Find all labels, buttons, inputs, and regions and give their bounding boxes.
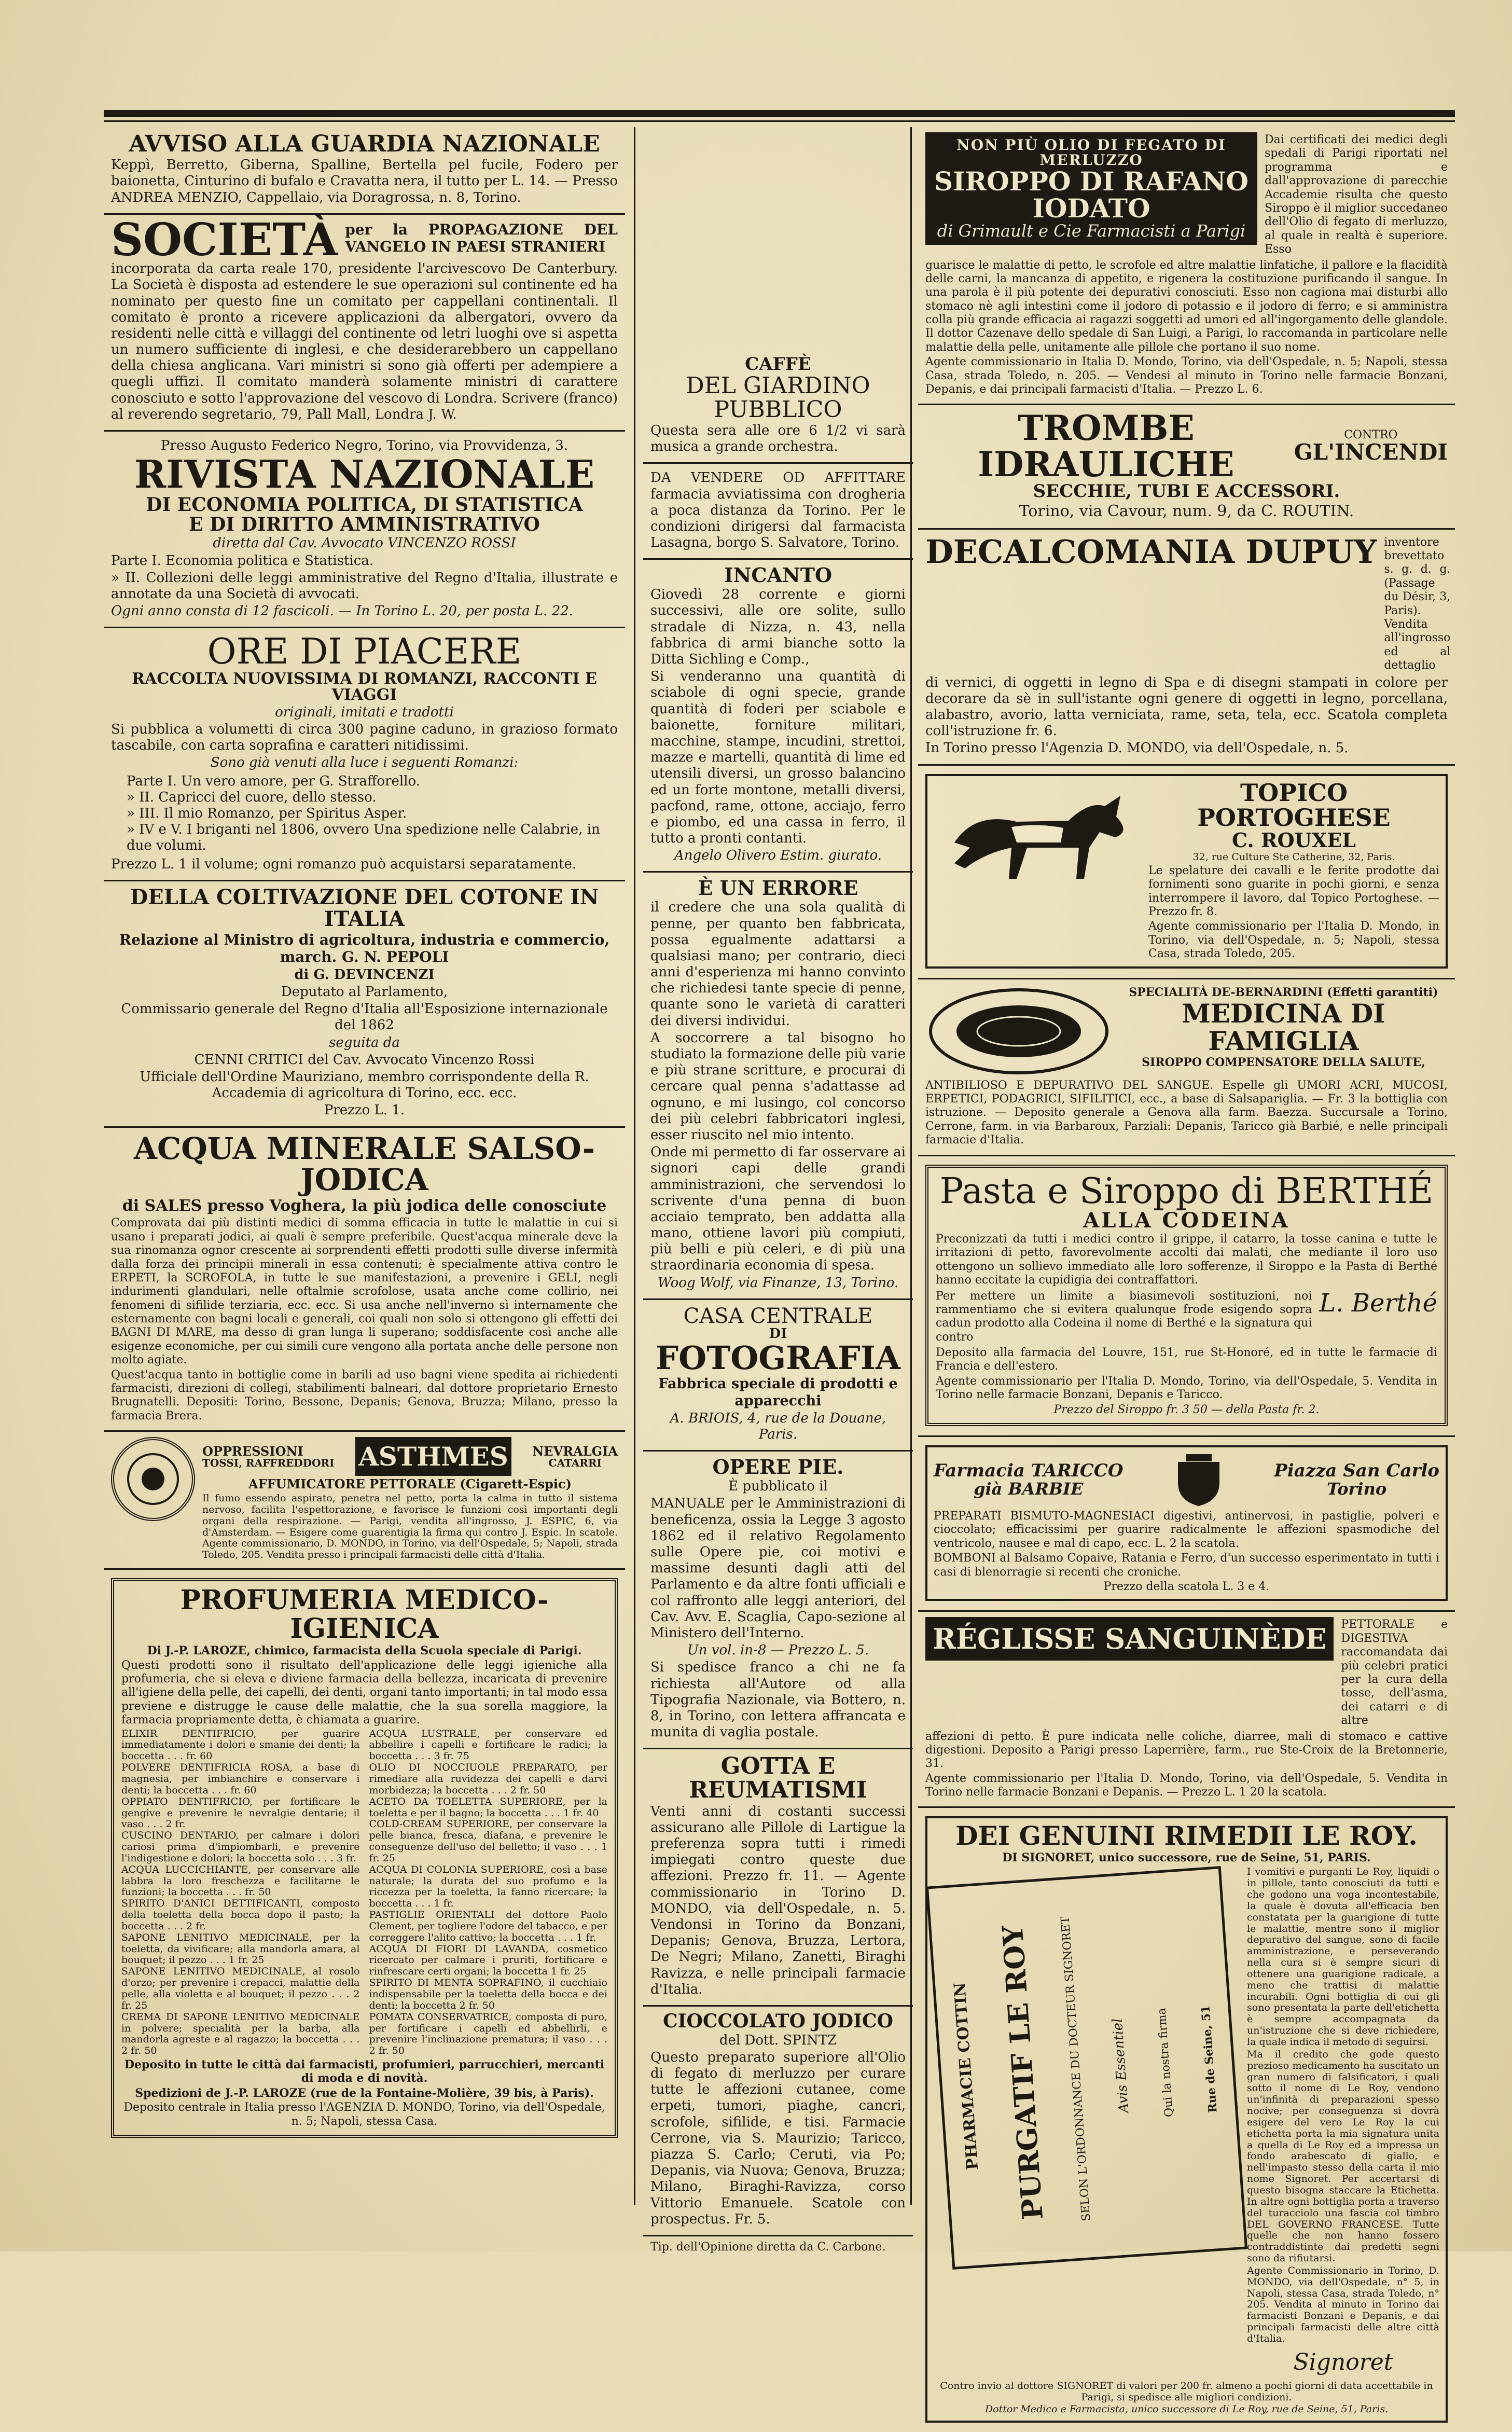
- product-item: OLIO DI NOCCIUOLE PREPARATO, per rimediare alla ruvidezza dei capelli e darvi morbidezza; la boccetta . . . 2 fr. 50: [369, 1762, 607, 1796]
- medicina-spec: SPECIALITÀ DE-BERNARDINI (Effetti garantiti): [1129, 985, 1438, 999]
- reglisse-side: PETTORALE e DIGESTIVA raccomandata dai più celebri pratici per la cura della tosse, dell'asma, dei catarri e di altre: [1341, 1618, 1448, 1728]
- column-middle: [643, 127, 913, 2254]
- leroy-bottom: Contro invio al dottore SIGNORET di valori per 200 fr. almeno a pochi giorni di data accettabile in Parigi, si spedisce alle migliori condizioni.: [940, 2380, 1433, 2403]
- opere-t1: È pubblicato il: [728, 1478, 828, 1495]
- ore-list: [127, 773, 618, 854]
- ore-item: » III. Il mio Romanzo, per Spiritus Asper.: [127, 805, 407, 821]
- ad-opere-pie: [643, 1452, 913, 1749]
- product-item: POMATA CONSERVATRICE, composta di puro, per fortificare i capelli ed abbellirli, e prevenire l'inclinazione prematura; il vaso . . . 2 fr. 50: [369, 2011, 607, 2057]
- ad-siroppo-rafano: [918, 127, 1455, 405]
- cotone-l4: CENNI CRITICI del Cav. Avvocato Vincenzo Rossi: [194, 1052, 535, 1068]
- ad-medicina: [918, 979, 1455, 1156]
- ad-le-roy: [918, 1808, 1455, 2432]
- seal-icon: [124, 1450, 182, 1508]
- product-item: CREMA DI SAPONE LENITIVO MEDICINALE in polvere; specialità per la barba, alla mandorla agreste e al ragazzo; la boccetta . . . 2 fr. 50: [121, 2011, 360, 2057]
- fotografia-t2: DI: [769, 1325, 787, 1342]
- societa-text: incorporata da carta reale 170, presidente l'arcivescovo De Canterbury. La Società è disposta ad estendere le sue operazioni sul continente ed ha nominato per questo fine un comitato per cappellani continentali. Il comitato è pronto a ricevere applicazioni da albergatori, ovvero da residenti nelle città e villaggi del continente od letri luoghi ove si aspetta un numero sufficiente di inglesi, e che desiderarebbero un cappellano della chiesa anglicana. Vari ministri si sono già offerti per adempiere a quegli uffizi. Il comitato manderà solamente ministri di carattere conosciuto e sotto l'approvazione del vescovo di Londra. Scrivere (franco) al reverendo segretario, 79, Pall Mall, Londra J. W.: [111, 261, 618, 422]
- taricco-box: [925, 1445, 1448, 1601]
- rivista-pre: Presso Augusto Federico Negro, Torino, via Provvidenza, 3.: [160, 438, 568, 454]
- topico-text: Le spelature dei cavalli e le ferite prodotte dai fornimenti sono guarite in pochi giorni, e senza interrompere il lavoro, dal Topico Portoghese. — Prezzo fr. 8.: [1148, 864, 1439, 919]
- ad-acqua-minerale: [104, 1128, 625, 1432]
- asthmes-right2: CATARRI: [548, 1456, 602, 1469]
- cotone-price: Prezzo L. 1.: [324, 1102, 405, 1118]
- profumeria-products: [121, 1729, 607, 2057]
- acqua-text2: Quest'acqua tanto in bottiglie come in barili ad uso bagni viene spedita ai richiedenti farmacisti, direzioni di collegi, stabilimenti balneari, dal dottore proprietario Ernesto Brugnatelli. Depositi: Torino, Bessone, Depanis; Genova, Bruzza; Milano, presso la farmacia Brera.: [111, 1368, 618, 1422]
- cotone-l5: Ufficiale dell'Ordine Mauriziano, membro corrispondente della R. Accademia di agricoltura di Torino, ecc. ecc.: [140, 1069, 589, 1101]
- profumeria-text: Questi prodotti sono il risultato dell'applicazione delle leggi igieniche alla profumeria, che si eleva e diviene farmacia della bellezza, incaricata di prevenire all'igiene della pelle, dei capelli, dei denti, organi tanto importanti; in tal modo essa previene e distrugge le cause delle malattie, che la sua sorella maggiore, la farmacia propriamente detta, è chiamata a guarire.: [121, 1659, 607, 1727]
- trombe-sub: SECCHIE, TUBI E ACCESSORI.: [1033, 481, 1340, 502]
- taricco-text2: BOMBONI al Balsamo Copaive, Ratania e Ferro, d'un successo esperimentato in tutti i casi di blenorragie si recenti che croniche.: [934, 1552, 1439, 1579]
- topico-title: TOPICO PORTOGHESE: [1197, 778, 1391, 832]
- berthe-sub: ALLA CODEINA: [1083, 1208, 1290, 1233]
- trombe-contro: CONTRO: [1344, 429, 1398, 442]
- ad-trombe: [918, 405, 1455, 529]
- gotta-title: GOTTA E REUMATISMI: [689, 1753, 867, 1804]
- taricco-right1: Piazza San Carlo: [1274, 1460, 1439, 1482]
- siroppo-banner: [925, 132, 1257, 245]
- taricco-left2: già BARBIE: [974, 1479, 1084, 1499]
- label-avis: Avis Essentiel: [1109, 2018, 1132, 2113]
- product-item: ELIXIR DENTIFRICIO, per guarire immediatamente i dolori e smanie dei denti; la boccetta . . . fr. 60: [121, 1728, 360, 1762]
- coat-of-arms-icon: [1168, 1452, 1230, 1509]
- medicina-text: ANTIBILIOSO E DEPURATIVO DEL SANGUE. Espelle gli UMORI ACRI, MUCOSI, ERPETICI, PODAGRICI, SIFILITICI, ecc., a base di Salsapariglia. — Fr. 3 la bottiglia con istruzione. — Deposito generale a Genova alla farm. Baezza. Succursale a Torino, Cerrone, farm. in via Barbaroux, Parziali: Depanis, Taricco già Barbié, e nelle principali farmacie d'Italia.: [925, 1079, 1448, 1147]
- asthmes-right1: NEVRALGIA: [532, 1443, 618, 1459]
- medicina-sub: SIROPPO COMPENSATORE DELLA SALUTE,: [1142, 1056, 1425, 1069]
- leroy-box: [925, 1816, 1448, 2423]
- rivista-sub1: DI ECONOMIA POLITICA, DI STATISTICA: [146, 493, 583, 516]
- product-item: OPPIATO DENTIFRICIO, per fortificare le gengive e prevenire le nevralgie dentarie; il vaso . . . 2 fr.: [121, 1795, 360, 1830]
- ore-venuti: Sono già venuti alla luce i seguenti Romanzi:: [210, 755, 519, 771]
- bottle-label-icon: [925, 985, 1112, 1078]
- asthmes-left1: OPPRESSIONI: [202, 1443, 303, 1459]
- label-firm: Qui la nostra firma: [1155, 2007, 1176, 2118]
- trombe-addr: Torino, via Cavour, num. 9, da C. ROUTIN.: [1019, 502, 1354, 520]
- opere-text: MANUALE per le Amministrazioni di beneficenza, ossia la Legge 3 agosto 1862 ed il relativo Regolamento sulle Opere pie, coi motivi e massime desunti dagli atti del Parlamento e da altre fonti ufficiali e col raffronto alle leggi anteriori, del Cav. Avv. E. Scaglia, Capo-sezione al Ministero dell'Interno.: [650, 1496, 906, 1641]
- top-rule-thin: [104, 120, 1455, 122]
- incanto-text2: Si venderanno una quantità di sciabole di ogni specie, grande quantità di foderi per sciabole e baionette, forniture militari, macchine, stampe, incudini, strettoi, mazze e martelli, quantità di lime ed utensili diversi, un grosso balancino ed un forte montone, metalli diversi, pacfond, rame, ottone, acciajo, ferro e piombo, ed una cassa in ferro, il tutto a pronti contanti.: [650, 669, 906, 847]
- ore-item: » IV e V. I briganti nel 1806, ovvero Una spedizione nelle Calabrie, in due volumi.: [127, 822, 600, 854]
- rivista-sub2: E DI DIRITTO AMMINISTRATIVO: [189, 513, 540, 535]
- horse-icon: [934, 780, 1141, 884]
- taricco-text: PREPARATI BISMUTO-MAGNESIACI digestivi, antinervosi, in pastiglie, polveri e cioccolato; efficacissimi per guarire radicalmente le affezioni spasmodiche del ventricolo, nausee e mal di capo, ecc. L. 2 la scatola.: [934, 1510, 1439, 1550]
- leroy-title: DEI GENUINI RIMEDII LE ROY.: [955, 1820, 1418, 1851]
- medicina-title: MEDICINA DI FAMIGLIA: [1182, 998, 1385, 1056]
- product-item: CUSCINO DENTARIO, per calmare i dolori cariosi prima d'impiombarli, e prevenire l'indigestione e dolori; la boccetta solo . . . 3 fr.: [121, 1830, 360, 1864]
- topico-addr: 32, rue Culture Ste Catherine, 32, Paris.: [1192, 851, 1395, 863]
- caffe-text: Questa sera alle ore 6 1/2 vi sarà musica a grande orchestra.: [650, 423, 906, 455]
- label-sub: SELON L'ORDONNANCE DU DOCTEUR SIGNORET: [1059, 1916, 1093, 2222]
- decal-text: di vernici, di oggetti in legno di Spa e di disegni stampati in colore per decorare da sè in sull'istante ogni genere di oggetti in legno, porcellana, alabastro, avorio, latta verniciata, rame, seta, tela, ecc. Scatola completa coll'istruzione fr. 6.: [925, 674, 1448, 739]
- profumeria-spedizioni: Spedizioni de J.-P. LAROZE (rue de la Fontaine-Molière, 39 bis, à Paris).: [135, 2086, 594, 2100]
- ad-reglisse: [918, 1612, 1455, 1808]
- cotone-l1: Deputato al Parlamento,: [281, 984, 448, 1000]
- berthe-signature: L. Berthé: [1319, 1288, 1437, 1318]
- acqua-sub: di SALES presso Voghera, la più jodica delle conosciute: [122, 1197, 607, 1215]
- profumeria-deposit: Deposito in tutte le città dai farmacisti, profumieri, parrucchieri, mercanti di moda e di novità.: [124, 2058, 605, 2085]
- ad-cioccolato: [643, 2007, 913, 2236]
- reglisse-title: RÉGLISSE SANGUINÈDE: [925, 1617, 1334, 1661]
- ore-text: Si pubblica a volumetti di circa 300 pagine caduno, in grazioso formato tascabile, con carta soprafina e caratteri nitidissimi.: [111, 722, 618, 754]
- reglisse-agent: Agente commissionario per l'Italia D. Mondo, Torino, via dell'Ospedale, 5. Vendita in Torino nelle farmacie Bonzani e Depanis. — Prezzo L. 1 20 la scatola.: [925, 1772, 1448, 1799]
- leroy-text2: Ma il credito che gode questo prezioso medicamento ha suscitato un gran numero di falsificatori, i quali sotto il nome di Le Roy, vendono un'infinità di preparazioni spesso nocive; per conseguenza si dovrà esigere del vero Le Roy la cui etichetta porta la mia signatura unita a quella di Le Roy ed a impressa un fondo arabescato di giallo, e nell'impasto stesso della carta il mio nome Signoret. Per accertarsi di questo bisogna staccare la Etichetta. In altre ogni bottiglia porta a traverso del turacciolo una fascia col timbro DEL GOVERNO FRANCESE. Tutte quelle che non hanno fossero contraddistinte dai predetti segni sono da rifiutarsi.: [1247, 2048, 1439, 2264]
- product-item: SPIRITO DI MENTA SOPRAFINO, il cucchiaio indispensabile per la toeletta della bocca e dei denti; la boccetta 2 fr. 50: [369, 1977, 607, 2011]
- errore-text: il credere che una sola qualità di penne, per quanto ben fabbricata, possa egualmente adattarsi a qualsiasi mano; per contrario, dieci anni d'esperienza mi hanno convinto che richiedesi tante specie di penne, quante sono le varietà di caratteri dei diversi individui.: [650, 900, 906, 1029]
- leroy-label: [926, 1866, 1247, 2270]
- column-right: [918, 127, 1455, 2415]
- cioccolato-text: Questo preparato superiore all'Olio di fegato di merluzzo per curare tutte le affezioni cutanee, come erpeti, tumori, piaghe, cancri, scrofole, sifilide, e tisi. Farmacie Cerrone, via S. Maurizio; Taricco, piazza S. Carlo; Ceruti, via Po; Depanis, via Nuova; Genova, Bruzza; Milano, Biraghi-Ravizza, corso Vittorio Emanuele. Scatole con prospectus. Fr. 5.: [650, 2049, 906, 2227]
- leroy-text: I vomitivi e purganti Le Roy, liquidi o in pillole, tanto conosciuti da tutti e che godono una voga incontestabile, la quale è dovuta all'efficacia ben constatata per la guarigione di tutte le malattie, mentre sono il miglior depurativo del sangue, sono di facile amministrazione, e perseverando nella cura si è sempre sicuri di ottenere una guarigione radicale, a meno che trattisi di malattie incurabili. Ogni bottiglia di cui gli sono presentata la parte dell'etichetta è sempre accompagnata da un'istruzione che si deve richiedere, la quale indica il metodo di seguirsi.: [1247, 1866, 1439, 2048]
- label-top: PHARMACIE COTTIN: [950, 1982, 982, 2171]
- siroppo-text: guarisce le malattie di petto, le scrofole ed altre malattie linfatiche, il pallore e la flacidità delle carni, la mancanza di appetito, e rigenera la costituzione purificando il sangue. In una parola è il più potente dei depurativi conosciuti. Esso non cagiona mai disturbi allo stomaco nè agli intestini come il jodoro di potassio e il jodoro di ferro; e si amministra colla più grande efficacia ai ragazzi soggetti ad umori ed all'ingorgamento delle glandole. Il dottor Cazenave dello spedale di San Luigi, a Parigi, lo raccomanda in particolare nelle malattie della pelle, unitamente alle pillole che portano il suo nome.: [925, 258, 1448, 354]
- ad-cotone: [104, 881, 625, 1128]
- opere-title: OPERE PIE.: [712, 1455, 844, 1479]
- label-addr: Rue de Seine, 51: [1199, 2005, 1220, 2114]
- cotone-l3: seguita da: [329, 1034, 400, 1051]
- ad-avviso: [104, 127, 625, 215]
- gotta-text: Venti anni di costanti successi assicurano alle Pillole di Lartigue la preferenza sopra tutti i rimedi impiegati contro queste due affezioni. Prezzo fr. 11. — Agente commissionario in Torino D. MONDO, via dell'Ospedale, n. 5. Vendonsi in Torino da Bonzani, Depanis; Genova, Bruzza, Lertora, De Negri; Milano, Zanetti, Biraghi Ravizza, e nelle principali farmacie d'Italia.: [650, 1803, 906, 1997]
- fotografia-addr: A. BRIOIS, 4, rue de la Douane, Paris.: [670, 1411, 886, 1443]
- cioccolato-title: CIOCCOLATO JODICO: [663, 2010, 893, 2032]
- ad-ore-di-piacere: [104, 628, 625, 881]
- rivista-part2: » II. Collezioni delle leggi amministrative del Regno d'Italia, illustrate e annotate da una Società di avvocati.: [111, 570, 618, 602]
- asthmes-left2: TOSSI, RAFFREDDORI: [202, 1456, 335, 1469]
- decal-side: inventore brevettato s. g. d. g. (Passage du Désir, 3, Paris). Vendita all'ingrosso ed al dettaglio: [1384, 535, 1451, 672]
- siroppo-sub: di Grimault e Cie Farmacisti a Parigi: [937, 220, 1246, 241]
- column-divider-1: [634, 127, 635, 2205]
- cotone-l2: Commissario generale del Regno d'Italia all'Esposizione internazionale del 1862: [121, 1001, 608, 1033]
- incanto-sign: Angelo Olivero Estim. giurato.: [674, 848, 882, 864]
- ad-errore: [643, 873, 913, 1300]
- ad-rivista: [104, 432, 625, 628]
- taricco-left1: Farmacia TARICCO: [934, 1460, 1123, 1482]
- siroppo-agent: Agente commissionario in Italia D. Mondo, Torino, via dell'Ospedale, n. 5; Napoli, stessa Casa, strada Toledo, n. 205. — Vendesi al minuto in Torino nelle farmacie Bonzani, Depanis, e dai principali farmacisti d'Italia. — Prezzo L. 6.: [925, 355, 1448, 396]
- product-item: SAPONE LENITIVO MEDICINALE, per la toeletta, da vivificare; alla mandorla amara, al bouquet; il pezzo . . . 1 fr. 25: [121, 1931, 360, 1966]
- fotografia-t1: CASA CENTRALE: [683, 1304, 873, 1328]
- decal-agent: In Torino presso l'Agenzia D. MONDO, via dell'Ospedale, n. 5.: [925, 740, 1349, 756]
- product-item: POLVERE DENTIFRICIA ROSA, a base di magnesia, per imbianchire e conservare i denti; la boccetta . . . fr. 60: [121, 1762, 360, 1796]
- rivista-price: Ogni anno consta di 12 fascicoli. — In Torino L. 20, per posta L. 22.: [111, 603, 574, 619]
- berthe-agent: Agente commissionario per l'Italia D. Mondo, Torino, via dell'Ospedale, 5. Vendita in Torino nelle farmacie Bonzani, Depanis e Taricco.: [936, 1374, 1437, 1402]
- rivista-part1: Parte I. Economia politica e Statistica.: [111, 552, 374, 569]
- rivista-director: diretta dal Cav. Avvocato VINCENZO ROSSI: [213, 535, 516, 551]
- opere-price: Un vol. in-8 — Prezzo L. 5.: [687, 1642, 869, 1659]
- berthe-text3: Deposito alla farmacia del Louvre, 151, rue St-Honoré, ed in tutte le farmacie di Francia e dell'estero.: [936, 1346, 1437, 1373]
- cotone-title: DELLA COLTIVAZIONE DEL COTONE IN ITALIA: [130, 885, 599, 931]
- rivista-title: RIVISTA NAZIONALE: [134, 452, 595, 498]
- leroy-sub: DI SIGNORET, unico successore, rue de Seine, 51, PARIS.: [1002, 1850, 1371, 1864]
- decal-title: DECALCOMANIA DUPUY: [925, 532, 1377, 571]
- column-left: [104, 127, 625, 2215]
- cotone-sub: Relazione al Ministro di agricoltura, industria e commercio, march. G. N. PEPOLI: [119, 931, 610, 966]
- product-item: ACQUA DI FIORI DI LAVANDA, cosmetico ricercato per calmare i pruriti, fortificare e rinfrescare certi organi; la boccetta 1 fr. 25: [369, 1943, 607, 1978]
- profumeria-box: [111, 1578, 618, 2138]
- ad-incanto: [643, 560, 913, 873]
- cotone-by: di G. DEVINCENZI: [294, 966, 435, 983]
- cioccolato-sub: del Dott. SPINTZ: [719, 2032, 837, 2048]
- ad-caffe: [643, 350, 913, 464]
- trombe-title: TROMBE IDRAULICHE: [978, 408, 1234, 485]
- vendere-text: DA VENDERE OD AFFITTARE farmacia avviatissima con drogheria a poca distanza da Torino. Per le condizioni dirigersi dal farmacista Lasagna, borgo S. Salvatore, Torino.: [650, 470, 906, 551]
- avviso-text: Keppì, Berretto, Giberna, Spalline, Bertella pel fucile, Fodero per baionetta, Cinturino di bufalo e Cravatta nera, il tutto per L. 14. — Presso ANDREA MENZIO, Cappellaio, via Doragrossa, n. 8, Torino.: [111, 157, 618, 205]
- siroppo-title: SIROPPO DI RAFANO IODATO: [934, 165, 1249, 224]
- acqua-text: Comprovata dai più distinti medici di somma efficacia in tutte le malattie in cui si usano i preparati jodici, ai quali è sempre preferibile. Quest'acqua minerale deve la sua rinomanza ognor crescente ai sorprendenti effetti prodotti sulle diverse infermità dalla forza dei principii minerali in essa contenuti; è specialmente attiva contro le ERPETI, la SCROFOLA, in tutte le sue manifestazioni, a prevenire i GELI, negli indurimenti glandulari, nelle oftalmie scrofolose, usata anche come collirio, nei fenomeni di sifilide terziaria, ecc. ecc. Si usa anche nell'inverno sì internamente che esternamente con bagni locali e generali, coi quali non solo si ottengono gli effetti dei BAGNI DI MARE, ma desso di gran lunga li superano; soddisfacente così anche alle esigenze economiche, per cui simili cure vengono alla portata anche delle persone non molto agiate.: [111, 1217, 618, 1367]
- asthmes-seal-icon: [111, 1437, 195, 1521]
- ore-title: ORE DI PIACERE: [207, 631, 522, 673]
- ad-vendere: [643, 464, 913, 560]
- profumeria-sub: Di J.-P. LAROZE, chimico, farmacista della Scuola speciale di Parigi.: [147, 1644, 582, 1658]
- caffe-title2: DEL GIARDINO PUBBLICO: [686, 372, 870, 423]
- reglisse-text: affezioni di petto. È pure indicata nelle coliche, diarree, mali di stomaco e cattive digestioni. Deposito a Parigi presso Laperrière, farm., rue Ste-Croix de la Bretonnerie, 31.: [925, 1730, 1448, 1771]
- avviso-title: AVVISO ALLA GUARDIA NAZIONALE: [129, 131, 600, 157]
- product-item: SAPONE LENITIVO MEDICINALE, al rosolo d'orzo; per prevenire i crepacci, malattie della pelle, alla violetta e al bouquet; il pezzo . . . 2 fr. 25: [121, 1966, 360, 2011]
- berthe-text2: Per mettere un limite a biasimevoli sostituzioni, noi rammentiamo che si evitera qualunque frode esigendo sopra cadun prodotto alla Codeina il nome di Berthé e la signatura qui contro: [936, 1289, 1312, 1344]
- ad-profumeria: [104, 1570, 625, 2147]
- errore-text3: Onde mi permetto di far osservare ai signori capi delle grandi amministrazioni, che servendosi lo scrivente d'una penna di buon acciaio temprato, ben addatta alla mano, ottiene lavori più compiuti, più belli e più celeri, e di più una straordinaria economia di spesa.: [650, 1144, 906, 1274]
- ore-item: » II. Capricci del cuore, dello stesso.: [127, 789, 377, 805]
- fotografia-t3: FOTOGRAFIA: [656, 1339, 900, 1377]
- profumeria-central: Deposito centrale in Italia presso l'AGENZIA D. MONDO, Torino, via dell'Ospedale, n. 5; Napoli, stessa Casa.: [123, 2101, 605, 2128]
- asthmes-title: ASTHMES: [355, 1437, 511, 1476]
- errore-sign: Woog Wolf, via Finanze, 13, Torino.: [657, 1275, 899, 1291]
- ad-fotografia: [643, 1300, 913, 1452]
- ad-decalcomania: [918, 530, 1455, 766]
- product-item: ACQUA LUCCICHIANTE, per conservare alle labbra la loro freschezza e facilitarne le funzioni; la boccetta . . . fr. 50: [121, 1863, 360, 1898]
- ad-berthe: [918, 1156, 1455, 1437]
- ad-topico: [918, 766, 1455, 979]
- topico-box: [925, 774, 1448, 969]
- berthe-box: [925, 1165, 1448, 1426]
- printer-footer: Tip. dell'Opinione diretta da C. Carbone.: [650, 2240, 886, 2254]
- opere-text2: Si spedisce franco a chi ne fa richiesta all'Autore od alla Tipografia Nazionale, via Bottero, n. 8, in Torino, con lettera affrancata e munita di vaglia postale.: [650, 1660, 906, 1740]
- caffe-title1: CAFFÈ: [745, 354, 811, 375]
- product-item: ACQUA DI COLONIA SUPERIORE, così a base naturale; la durata del suo profumo e la riccezza per la toeletta, la fanno ricercare; la boccetta . . . 1 fr.: [369, 1863, 607, 1910]
- product-item: COLD-CREAM SUPERIORE, per conservare la pelle bianca, fresca, diafana, e prevenire le conseguenze dell'uso del belletto; il vaso . . . 1 fr. 25: [369, 1818, 607, 1864]
- ore-price: Prezzo L. 1 il volume; ogni romanzo può acquistarsi separatamente.: [111, 856, 577, 872]
- leroy-doctor: Dottor Medico e Farmacista, unico successore di Le Roy, rue de Seine, 51, Paris.: [984, 2403, 1389, 2415]
- ad-societa: [104, 215, 625, 432]
- societa-big: SOCIETÀ: [111, 213, 338, 266]
- label-main: PURGATIF LE ROY: [995, 1924, 1049, 2221]
- product-item: ACETO DA TOELETTA SUPERIORE, per la toeletta e per il bagno; la boccetta . . . 1 fr. 40: [369, 1795, 607, 1819]
- incanto-title: INCANTO: [724, 563, 833, 587]
- asthmes-text: Il fumo essendo aspirato, penetra nel petto, porta la calma in tutto il sistema nervoso, facilita l'espettorazione, e favorisce le funzioni così importanti degli organi della respirazione. — Parigi, vendita all'ingrosso, J. ESPIC, 6, via d'Amsterdam. — Esigere come guarentigia la firma qui contro J. Espic. In scatole. Agente commissionario, D. MONDO, in Torino, via dell'Ospedale, 5; Napoli, strada Toledo, 205. Vendita presso i principali farmacisti delle città d'Italia.: [202, 1493, 618, 1561]
- product-item: ACQUA LUSTRALE, per conservare ed abbellire i capelli e fortificare le radici; la boccetta . . . 3 fr. 75: [369, 1728, 607, 1762]
- taricco-right2: Torino: [1327, 1479, 1387, 1499]
- berthe-text: Preconizzati da tutti i medici contro il grippe, il catarro, la tosse canina e tutte le irritazioni di petto, favorevolmente accolti dai malati, che mediante il loro uso ottengono un sollievo immediato alle loro sofferenze, il Siroppo e la Pasta di Berthé hanno eccitate la cupidigia dei contraffattori.: [936, 1232, 1437, 1287]
- ad-taricco: [918, 1437, 1455, 1612]
- ore-sub: RACCOLTA NUOVISSIMA DI ROMANZI, RACCONTI E VIAGGI: [132, 669, 597, 704]
- topico-agent: Agente commissionario per l'Italia D. Mondo, in Torino, via dell'Ospedale, n. 5; Napoli, stessa Casa, strada Toledo, 205.: [1148, 920, 1439, 961]
- profumeria-title: PROFUMERIA MEDICO-IGIENICA: [180, 1584, 549, 1645]
- ore-sub2: originali, imitati e tradotti: [275, 704, 454, 720]
- berthe-price: Prezzo del Siroppo fr. 3 50 — della Pasta fr. 2.: [1053, 1403, 1320, 1416]
- siroppo-side: Dai certificati dei medici degli spedali di Parigi riportati nel programma e dall'approvazione di parecchie Accademie risulta che questo Siroppo è il miglior succedaneo dell'Olio di fegato di merluzzo, al quale in realtà è superiore. Esso: [1265, 133, 1448, 256]
- top-rule: [104, 110, 1455, 117]
- taricco-price: Prezzo della scatola L. 3 e 4.: [1103, 1580, 1270, 1593]
- acqua-title: ACQUA MINERALE SALSO-JODICA: [134, 1130, 595, 1198]
- ad-asthmes: [104, 1432, 625, 1570]
- product-item: SPIRITO D'ANICI DETTIFICANTI, composto della toeletta della bocca dopo il pasto; la boccetta . . . 2 fr.: [121, 1898, 360, 1932]
- trombe-gl: GL'INCENDI: [1294, 439, 1448, 465]
- ad-gotta: [643, 1749, 913, 2007]
- societa-title: per la PROPAGAZIONE DEL VANGELO IN PAESI STRANIERI: [345, 220, 618, 256]
- leroy-agent: Agente Commissionario in Torino, D. MONDO, via dell'Ospedale, n° 5, in Napoli, stessa Casa, strada Toledo, n° 205. Vendita al minuto in Torino dai farmacisti Bonzani e Depanis, e dai principali farmacisti delle altre città d'Italia.: [1247, 2264, 1439, 2344]
- ore-item: Parte I. Un vero amore, per G. Strafforello.: [127, 773, 420, 789]
- errore-title: È UN ERRORE: [698, 876, 858, 900]
- leroy-signature: Signoret: [1293, 2348, 1393, 2375]
- fotografia-sub: Fabbrica speciale di prodotti e apparecchi: [658, 1376, 898, 1409]
- asthmes-sub: AFFUMICATORE PETTORALE (Cigarett-Espic): [248, 1476, 572, 1492]
- siroppo-arc: NON PIÙ OLIO DI FEGATO DI MERLUZZO: [956, 136, 1226, 169]
- product-item: PASTIGLIE ORIENTALI del dottore Paolo Clement, per togliere l'odore del tabacco, e per correggere l'alito cattivo; la boccetta . . . 1 fr.: [369, 1909, 607, 1943]
- topico-maker: C. ROUXEL: [1231, 828, 1356, 852]
- errore-text2: A soccorrere a tal bisogno ho studiato la formazione delle più varie e più strane scritture, e procurai di cercare qual penna s'adattasse ad ognuno, e mi lusingo, col concorso dei più celebri fabbricatori inglesi, esser riuscito nel mio intento.: [650, 1030, 906, 1143]
- incanto-text: Giovedì 28 corrente e giorni successivi, alle ore solite, sullo stradale di Nizza, n. 43, nella fabbrica di armi bianche sotto la Ditta Sichling e Comp.,: [650, 587, 906, 668]
- berthe-title: Pasta e Siroppo di BERTHÉ: [939, 1170, 1434, 1212]
